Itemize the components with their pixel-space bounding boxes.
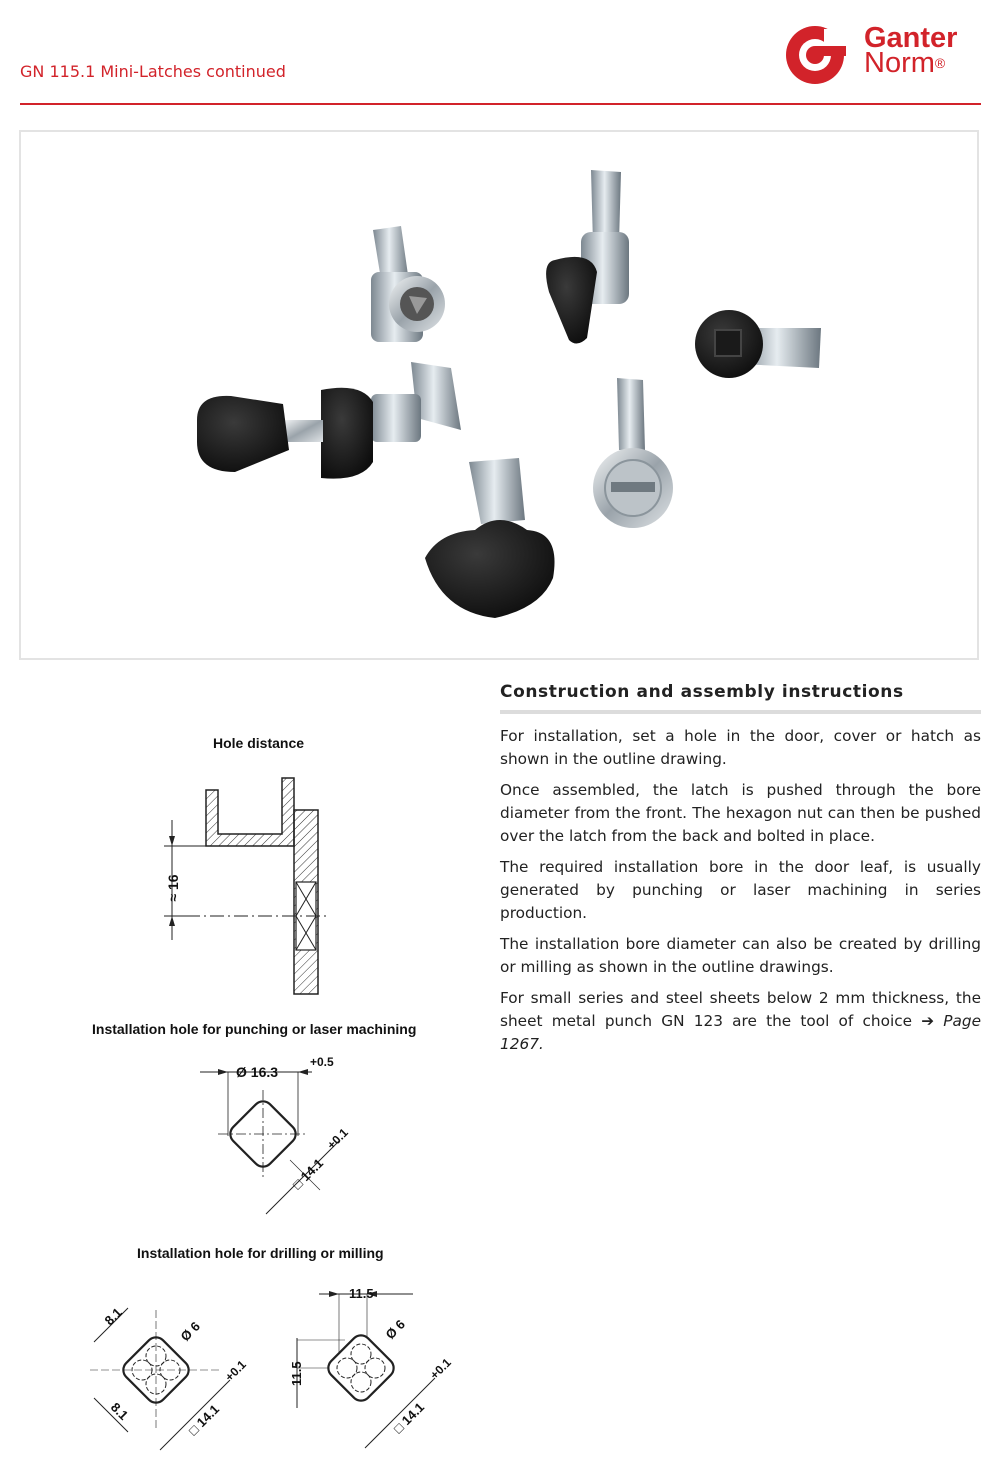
drilling-caption: Installation hole for drilling or milling (137, 1245, 384, 1261)
paragraph: Once assembled, the latch is pushed through the bore diameter from the front. The hexagon nut can then be pushed over the latch from the back and bolted in place. (500, 781, 981, 845)
dim-hole-distance: ≈ 16 (165, 874, 181, 902)
latch-key-tall (546, 170, 629, 344)
drilling-hole-drawing-right (285, 1278, 465, 1458)
logo-line-2: Norm® (864, 47, 946, 79)
page-reference-link[interactable]: Page 1267. (500, 1012, 981, 1053)
hole-distance-drawing (150, 770, 340, 1000)
ganter-norm-logo (784, 24, 984, 86)
dim-punch-square-tol: +0.1 (324, 1125, 351, 1153)
dim-right-tol: +0.1 (427, 1355, 454, 1383)
logo-text (864, 24, 957, 77)
hole-distance-caption: Hole distance (213, 735, 305, 751)
drilling-hole-drawing-left (80, 1290, 260, 1460)
dim-left-diameter: Ø 6 (177, 1318, 203, 1345)
dim-right-w: 11.5 (349, 1286, 374, 1301)
dim-punch-tol: +0.5 (310, 1055, 334, 1069)
header-rule (20, 103, 981, 105)
dim-punch-square: □ 14.1 (289, 1155, 327, 1193)
paragraph: The required installation bore in the door leaf, is usually generated by punching or laser machining in series production. (500, 858, 981, 922)
dim-right-h: 11.5 (289, 1361, 304, 1386)
punching-caption: Installation hole for punching or laser machining (92, 1021, 417, 1037)
latch-square-insert (695, 310, 821, 378)
ganter-norm-logo-icon (784, 24, 846, 86)
page-header-title: GN 115.1 Mini-Latches continued (20, 62, 286, 81)
punching-hole-drawing (190, 1050, 370, 1225)
logo-line-1: Ganter (864, 22, 958, 54)
latch-triangle-insert (371, 226, 445, 342)
dim-left-d1: 8.1 (101, 1304, 125, 1329)
dim-left-square: □ 14.1 (185, 1401, 223, 1439)
product-photo (19, 130, 979, 660)
latch-slotted-chrome (593, 378, 673, 528)
latch-wing-knob (425, 458, 555, 618)
paragraph: The installation bore diameter can also be created by drilling or milling as shown in the outline drawings. (500, 935, 981, 976)
dim-left-tol: +0.1 (222, 1357, 249, 1385)
section-rule (500, 710, 981, 714)
dim-right-diameter: Ø 6 (382, 1316, 408, 1343)
dim-right-square: □ 14.1 (390, 1399, 428, 1437)
dim-punch-diameter: Ø 16.3 (236, 1064, 279, 1080)
registered-mark: ® (934, 55, 946, 71)
paragraph (500, 987, 981, 1056)
section-title: Construction and assembly instructions (500, 682, 904, 702)
instructions-text (500, 725, 981, 1064)
paragraph: For installation, set a hole in the door, cover or hatch as shown in the outline drawing. (500, 727, 981, 768)
dim-left-d2: 8.1 (107, 1399, 132, 1423)
latch-black-with-key (197, 362, 461, 479)
paragraph-text: For small series and steel sheets below 2 mm thickness, the sheet metal punch GN 123 are the tool of choice ➔ (500, 989, 981, 1030)
